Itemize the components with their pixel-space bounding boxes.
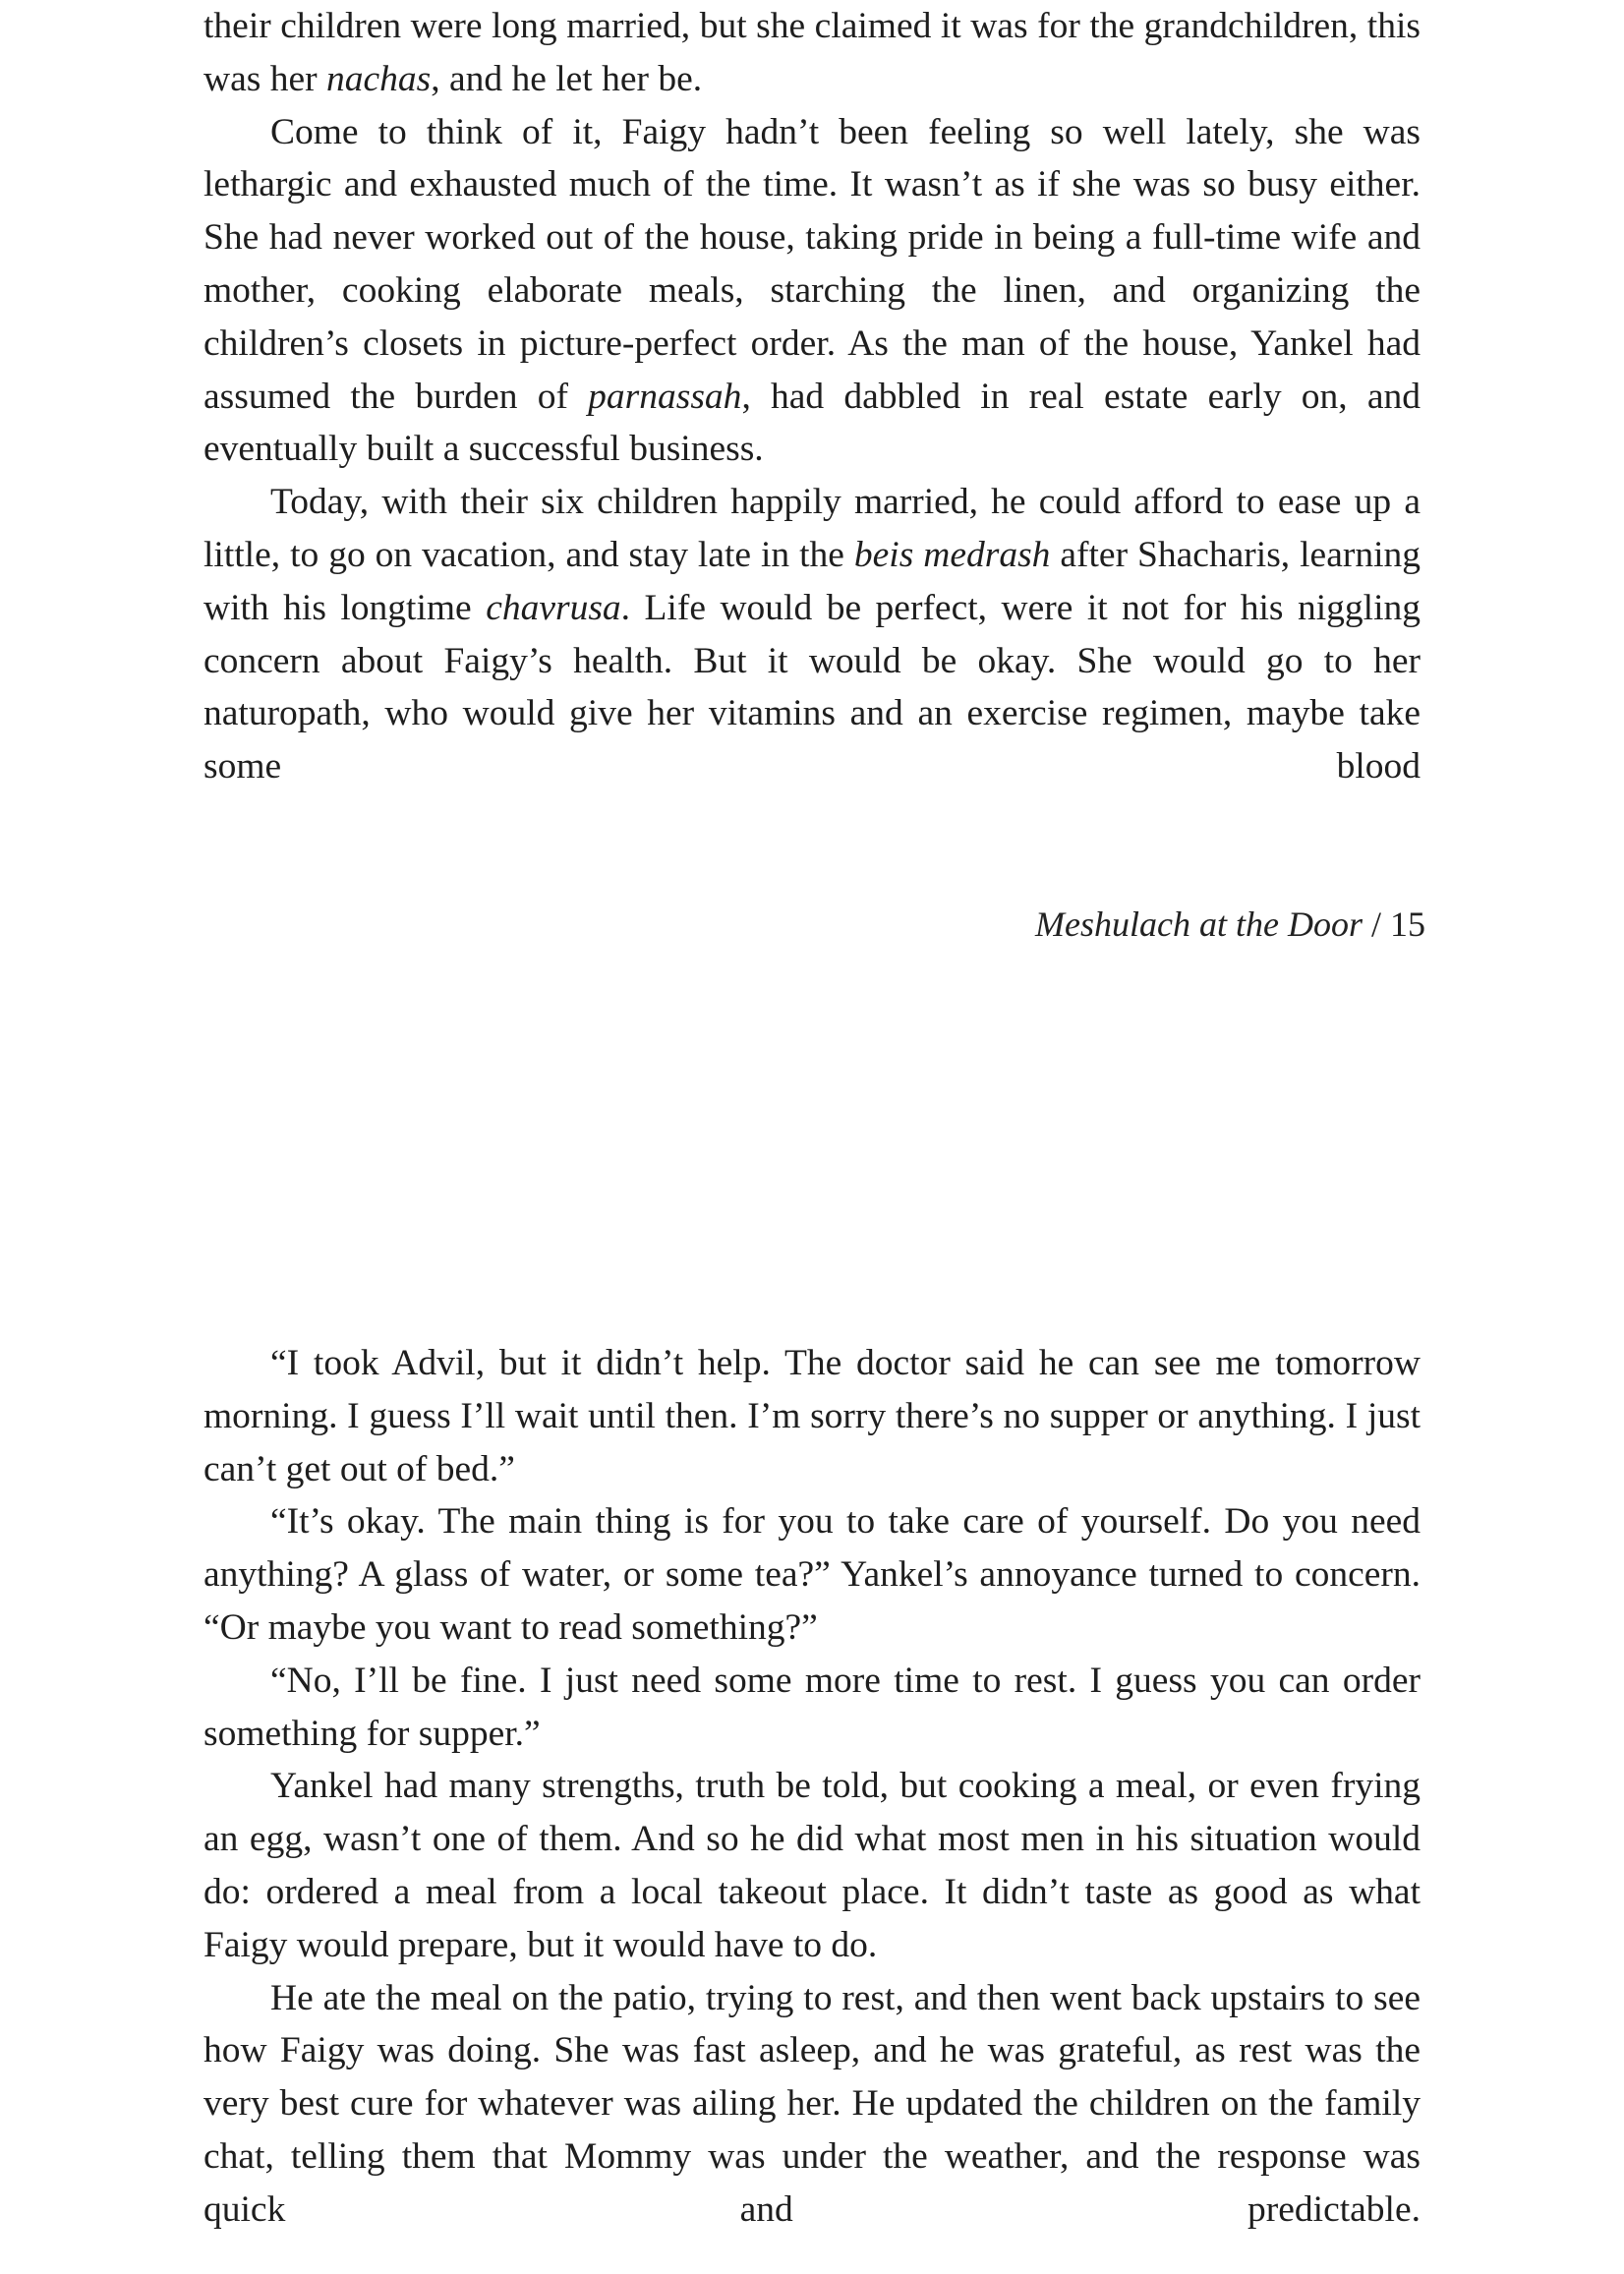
footer-separator: / [1370,904,1381,944]
paragraph-text: their children were long married, but she claimed it was for the grandchildren, this was her [203,6,1421,99]
paragraph-text: , and he let her be. [431,58,703,99]
text-block-top [203,0,1421,793]
paragraph [203,0,1421,106]
footer-title: Meshulach at the Door [1035,904,1363,944]
paragraph: He ate the meal on the patio, trying to rest, and then went back upstairs to see how Faigy was doing. She was fast asleep, and he was grateful, as rest was the very best cure for whatever was ailing her. He updated the children on the family chat, telling them that Mommy was under the weather, and the response was quick and predictable. [203,1977,1421,2230]
paragraph: “I took Advil, but it didn’t help. The doctor said he can see me tomorrow morning. I guess I’ll wait until then. I’m sorry there’s no supper or anything. I just can’t get out of bed.” [203,1343,1421,1489]
paragraph: Yankel had many strengths, truth be told, but cooking a meal, or even frying an egg, wasn’t one of them. And so he did what most men in his situation would do: ordered a meal from a local takeout place. It didn’t taste as good as what Faigy would prepare, but it would have to do. [203,1766,1421,1965]
text-block-bottom [203,1337,1421,2237]
emphasis-text: nachas [325,58,432,99]
paragraph-text: after Shacharis, learning with his longtime [203,534,1421,628]
paragraph: “It’s okay. The main thing is for you to take care of yourself. Do you need anything? A glass of water, or some tea?” Yankel’s annoyance turned to concern. “Or maybe you want to read something?” [203,1501,1421,1648]
paragraph [203,476,1421,793]
emphasis-text: chavrusa [486,587,621,628]
emphasis-text: beis medrash [853,534,1051,575]
paragraph: “No, I’ll be fine. I just need some more time to rest. I guess you can order something for supper.” [203,1660,1421,1754]
emphasis-text: parnassah [588,376,742,417]
paragraph-text: Today, with their six children happily married, he could afford to ease up a little, to go on vacation, and stay late in the [203,482,1421,575]
page-number: 15 [1390,904,1425,944]
paragraph [203,106,1421,477]
paragraph-text: . Life would be perfect, were it not for his niggling concern about Faigy’s health. But it would be okay. She would go to her naturopath, who would give her vitamins and an exercise regimen, maybe take some blood [203,587,1421,787]
paragraph-text: Come to think of it, Faigy hadn’t been feeling so well lately, she was lethargic and exhausted much of the time. It wasn’t as if she was so busy either. She had never worked out of the house, taking pride in being a full-time wife and mother, cooking elaborate meals, starching the linen, and organizing the children’s closets in picture-perfect order. As the man of the house, Yankel had assumed the burden of [203,111,1421,417]
running-footer [1035,900,1425,949]
paragraph-text: , had dabbled in real estate early on, and eventually built a successful business. [203,376,1421,470]
